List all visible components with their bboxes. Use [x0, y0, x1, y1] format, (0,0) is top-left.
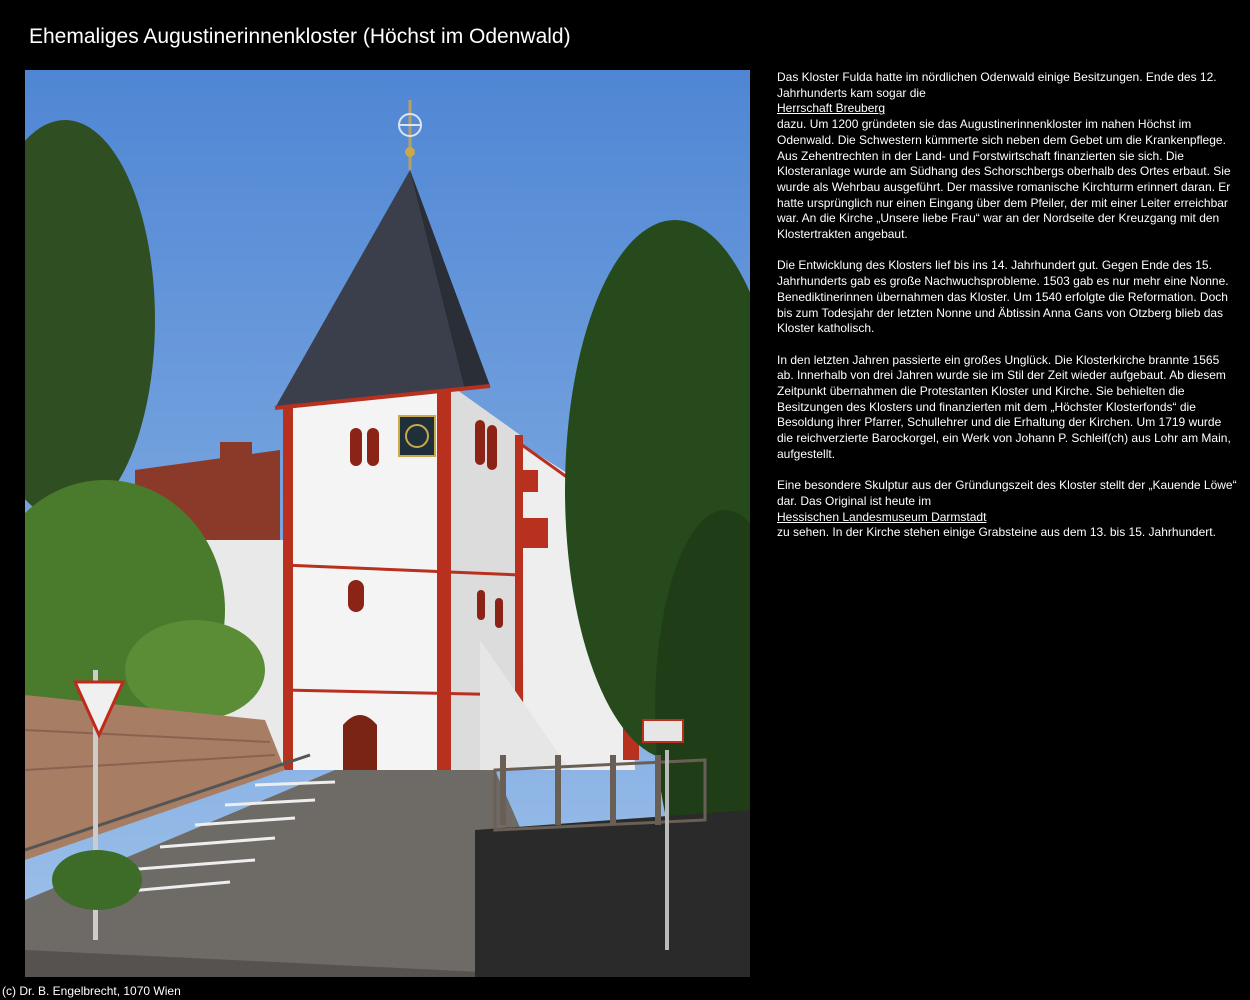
link-hessisches-landesmuseum[interactable]: Hessischen Landesmuseum Darmstadt	[777, 509, 987, 524]
church-photo	[25, 70, 750, 977]
paragraph-1-rest: dazu. Um 1200 gründeten sie das Augustinerinnenkloster im nahen Höchst im Odenwald. Die Schwestern kümmerte sich neben dem Gebet um die Krankenpflege. Aus Zehentrechten in der Land- und Forstwirtschaft finanzierten sie sich. Die Klosteranlage wurde am Südhang des Schorschbergs oberhalb des Ortes erbaut. Sie wurde als Wehrbau ausgeführt. Der massive romanische Kirchturm erinnert daran. Er hatte ursprünglich nur einen Eingang über dem Pfeiler, der mit einer Leiter erreichbar war. An die Kirche „Unsere liebe Frau“ war an der Nordseite der Kreuzgang mit den Klostertrakten angebaut.	[777, 117, 1231, 242]
page-title: Ehemaliges Augustinerinnenkloster (Höchst im Odenwald)	[29, 25, 571, 48]
paragraph-2: Die Entwicklung des Klosters lief bis ins 14. Jahrhundert gut. Gegen Ende des 15. Jahrhunderts gab es große Nachwuchsprobleme. 1503 gab es nur mehr eine Nonne. Benediktinerinnen übernahmen das Kloster. Um 1540 erfolgte die Reformation. Doch bis zum Todesjahr der letzten Nonne und Äbtissin Anna Gans von Otzberg blieb das Kloster katholisch.	[777, 258, 1229, 336]
copyright-footer: (c) Dr. B. Engelbrecht, 1070 Wien	[2, 984, 181, 998]
paragraph-4-intro: Eine besondere Skulptur aus der Gründungszeit des Kloster stellt der „Kauende Löwe“ dar. Das Original ist heute im	[777, 478, 1237, 508]
paragraph-3: In den letzten Jahren passierte ein großes Unglück. Die Klosterkirche brannte 1565 ab. Innerhalb von drei Jahren wurde sie im Stil der Zeit wieder aufgebaut. Ab diesem Zeitpunkt übernahmen die Protestanten Kloster und Kirche. Sie behielten die Besitzungen des Klosters und finanzierten mit dem „Höchster Klosterfonds“ die Besoldung ihrer Pfarrer, Schullehrer und die Erhaltung der Kirchen. Um 1719 wurde die reichverzierte Barockorgel, ein Werk von Johann P. Schleif(ch) aus Lohr am Main, aufgestellt.	[777, 352, 1231, 461]
paragraph-4-rest: zu sehen. In der Kirche stehen einige Grabsteine aus dem 13. bis 15. Jahrhundert.	[777, 525, 1216, 540]
paragraph-4	[777, 478, 1237, 541]
link-herrschaft-breuberg[interactable]: Herrschaft Breuberg	[777, 101, 886, 116]
description-text	[777, 70, 1237, 557]
paragraph-1-intro: Das Kloster Fulda hatte im nördlichen Odenwald einige Besitzungen. Ende des 12. Jahrhunderts kam sogar die	[777, 70, 1217, 100]
paragraph-1	[777, 70, 1237, 243]
